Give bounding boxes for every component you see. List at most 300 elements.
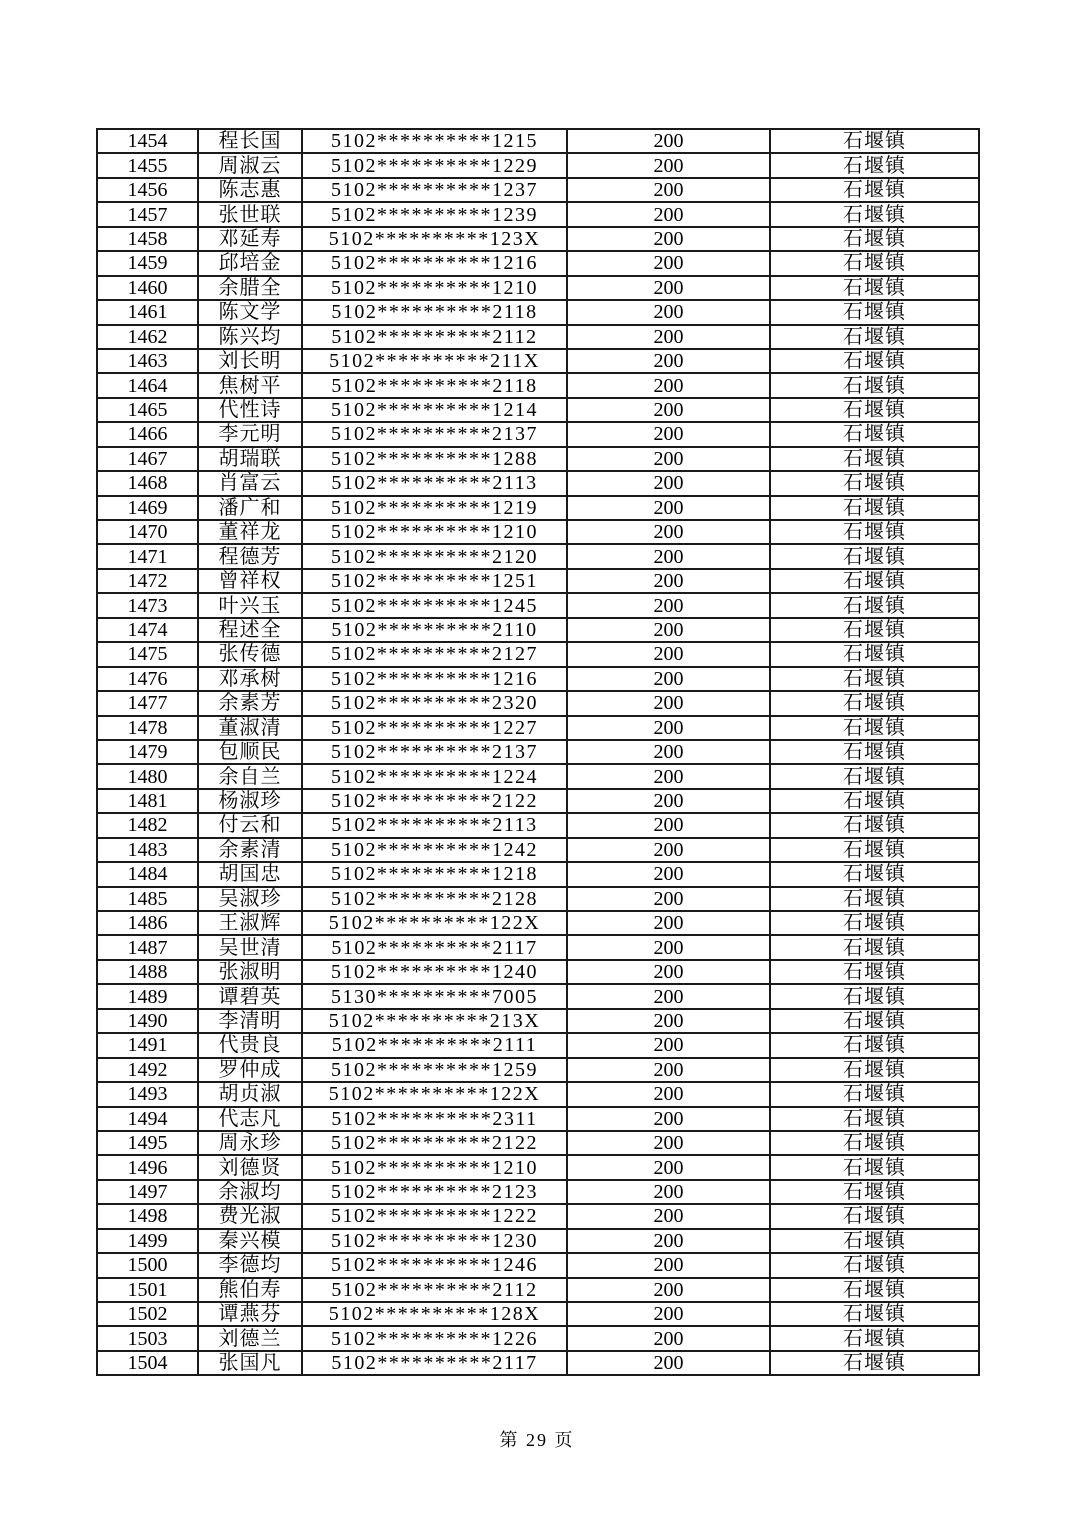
table-cell-amount: 200 [567,1229,770,1253]
table-cell-serial: 1483 [97,838,198,862]
table-cell-town: 石堰镇 [770,349,979,373]
table-cell-amount: 200 [567,520,770,544]
table-cell-idnumber: 5102**********2117 [302,935,567,959]
table-cell-town: 石堰镇 [770,422,979,446]
table-cell-serial: 1504 [97,1351,198,1375]
table-cell-amount: 200 [567,325,770,349]
table-row [97,887,979,911]
table-cell-name: 程长国 [198,129,302,153]
table-cell-idnumber: 5102**********1215 [302,129,567,153]
table-cell-idnumber: 5102**********2113 [302,471,567,495]
table-cell-town: 石堰镇 [770,1253,979,1277]
table-cell-town: 石堰镇 [770,887,979,911]
table-cell-amount: 200 [567,887,770,911]
table-row [97,202,979,226]
table-cell-name: 张淑明 [198,960,302,984]
table-cell-serial: 1464 [97,373,198,397]
table-cell-idnumber: 5102**********2118 [302,373,567,397]
table-cell-town: 石堰镇 [770,1278,979,1302]
table-cell-amount: 200 [567,618,770,642]
table-cell-name: 张传德 [198,642,302,666]
table-cell-name: 王淑辉 [198,911,302,935]
table-cell-town: 石堰镇 [770,1033,979,1057]
table-cell-town: 石堰镇 [770,471,979,495]
table-cell-serial: 1472 [97,569,198,593]
table-cell-idnumber: 5102**********1239 [302,202,567,226]
table-cell-amount: 200 [567,227,770,251]
table-cell-name: 代性诗 [198,398,302,422]
table-cell-name: 程述全 [198,618,302,642]
table-row [97,1229,979,1253]
table-cell-amount: 200 [567,1107,770,1131]
table-cell-amount: 200 [567,251,770,275]
table-cell-amount: 200 [567,398,770,422]
table-cell-town: 石堰镇 [770,1351,979,1375]
table-row [97,178,979,202]
table-cell-name: 张世联 [198,202,302,226]
table-cell-town: 石堰镇 [770,716,979,740]
table-cell-serial: 1498 [97,1204,198,1228]
table-cell-idnumber: 5102**********1226 [302,1326,567,1350]
table-cell-name: 董淑清 [198,716,302,740]
table-row [97,1033,979,1057]
table-cell-town: 石堰镇 [770,1229,979,1253]
table-cell-amount: 200 [567,1082,770,1106]
table-row [97,1082,979,1106]
table-cell-name: 周永珍 [198,1131,302,1155]
table-row [97,1107,979,1131]
table-cell-idnumber: 5102**********1245 [302,593,567,617]
table-cell-serial: 1477 [97,691,198,715]
table-cell-amount: 200 [567,202,770,226]
table-cell-town: 石堰镇 [770,935,979,959]
table-cell-name: 董祥龙 [198,520,302,544]
table-cell-serial: 1478 [97,716,198,740]
table-cell-serial: 1465 [97,398,198,422]
table-cell-serial: 1456 [97,178,198,202]
table-cell-name: 余素清 [198,838,302,862]
table-cell-amount: 200 [567,935,770,959]
table-cell-idnumber: 5102**********2128 [302,887,567,911]
table-cell-serial: 1482 [97,813,198,837]
table-row [97,300,979,324]
table-cell-idnumber: 5102**********2320 [302,691,567,715]
table-row [97,1278,979,1302]
table-cell-idnumber: 5102**********211X [302,349,567,373]
table-cell-amount: 200 [567,276,770,300]
table-row [97,349,979,373]
table-cell-name: 胡瑞联 [198,447,302,471]
table-cell-idnumber: 5102**********128X [302,1302,567,1326]
table-cell-amount: 200 [567,593,770,617]
table-cell-amount: 200 [567,862,770,886]
table-cell-name: 程德芳 [198,544,302,568]
table-cell-town: 石堰镇 [770,373,979,397]
table-cell-idnumber: 5102**********122X [302,1082,567,1106]
table-cell-amount: 200 [567,642,770,666]
table-cell-town: 石堰镇 [770,740,979,764]
table-row [97,1058,979,1082]
table-cell-name: 陈文学 [198,300,302,324]
table-cell-name: 谭燕芬 [198,1302,302,1326]
table-cell-idnumber: 5102**********1222 [302,1204,567,1228]
roster-table [96,128,980,1376]
table-cell-amount: 200 [567,1204,770,1228]
table-cell-town: 石堰镇 [770,593,979,617]
table-cell-town: 石堰镇 [770,1082,979,1106]
table-cell-town: 石堰镇 [770,1131,979,1155]
table-row [97,422,979,446]
table-cell-name: 张国凡 [198,1351,302,1375]
table-cell-name: 邓延寿 [198,227,302,251]
table-cell-idnumber: 5102**********2122 [302,789,567,813]
table-cell-serial: 1479 [97,740,198,764]
table-cell-serial: 1461 [97,300,198,324]
table-cell-idnumber: 5102**********122X [302,911,567,935]
table-row [97,789,979,813]
table-cell-serial: 1470 [97,520,198,544]
table-row [97,618,979,642]
table-cell-name: 李清明 [198,1009,302,1033]
table-cell-serial: 1488 [97,960,198,984]
table-cell-name: 陈兴均 [198,325,302,349]
table-cell-serial: 1487 [97,935,198,959]
table-cell-serial: 1496 [97,1155,198,1179]
table-cell-town: 石堰镇 [770,227,979,251]
table-cell-idnumber: 5130**********7005 [302,984,567,1008]
table-cell-town: 石堰镇 [770,1204,979,1228]
table-cell-town: 石堰镇 [770,129,979,153]
table-cell-amount: 200 [567,667,770,691]
table-cell-name: 余自兰 [198,764,302,788]
table-cell-idnumber: 5102**********2122 [302,1131,567,1155]
table-cell-serial: 1468 [97,471,198,495]
table-row [97,373,979,397]
table-cell-idnumber: 5102**********1227 [302,716,567,740]
table-row [97,984,979,1008]
table-row [97,1131,979,1155]
table-cell-town: 石堰镇 [770,1058,979,1082]
table-cell-amount: 200 [567,447,770,471]
table-cell-name: 包顺民 [198,740,302,764]
table-cell-name: 李德均 [198,1253,302,1277]
table-cell-serial: 1493 [97,1082,198,1106]
table-cell-amount: 200 [567,838,770,862]
table-cell-serial: 1473 [97,593,198,617]
table-cell-name: 谭碧英 [198,984,302,1008]
table-row [97,960,979,984]
table-cell-town: 石堰镇 [770,1155,979,1179]
table-cell-name: 付云和 [198,813,302,837]
table-cell-amount: 200 [567,373,770,397]
table-cell-serial: 1458 [97,227,198,251]
table-cell-amount: 200 [567,691,770,715]
table-cell-serial: 1490 [97,1009,198,1033]
table-cell-idnumber: 5102**********1237 [302,178,567,202]
table-cell-serial: 1459 [97,251,198,275]
table-cell-town: 石堰镇 [770,984,979,1008]
table-cell-amount: 200 [567,349,770,373]
table-row [97,862,979,886]
table-cell-amount: 200 [567,716,770,740]
table-cell-idnumber: 5102**********1216 [302,251,567,275]
table-cell-idnumber: 5102**********1216 [302,667,567,691]
table-cell-amount: 200 [567,178,770,202]
table-row [97,398,979,422]
table-cell-name: 叶兴玉 [198,593,302,617]
table-row [97,838,979,862]
table-cell-name: 焦树平 [198,373,302,397]
table-cell-town: 石堰镇 [770,520,979,544]
table-row [97,471,979,495]
table-cell-amount: 200 [567,1033,770,1057]
table-cell-idnumber: 5102**********2112 [302,1278,567,1302]
table-cell-name: 胡贞淑 [198,1082,302,1106]
table-cell-name: 周淑云 [198,153,302,177]
table-row [97,1302,979,1326]
table-cell-town: 石堰镇 [770,960,979,984]
table-cell-town: 石堰镇 [770,251,979,275]
table-cell-amount: 200 [567,1155,770,1179]
table-cell-serial: 1495 [97,1131,198,1155]
table-cell-idnumber: 5102**********1259 [302,1058,567,1082]
table-cell-amount: 200 [567,569,770,593]
table-cell-idnumber: 5102**********1240 [302,960,567,984]
table-row [97,716,979,740]
table-cell-town: 石堰镇 [770,789,979,813]
table-cell-serial: 1481 [97,789,198,813]
table-cell-amount: 200 [567,960,770,984]
table-cell-amount: 200 [567,813,770,837]
table-cell-name: 杨淑珍 [198,789,302,813]
table-row [97,569,979,593]
table-cell-name: 代志凡 [198,1107,302,1131]
table-row [97,1155,979,1179]
table-cell-idnumber: 5102**********2311 [302,1107,567,1131]
table-row [97,911,979,935]
table-cell-idnumber: 5102**********1210 [302,276,567,300]
table-row [97,129,979,153]
table-cell-name: 陈志惠 [198,178,302,202]
table-cell-amount: 200 [567,789,770,813]
table-cell-town: 石堰镇 [770,813,979,837]
table-row [97,691,979,715]
table-cell-idnumber: 5102**********2118 [302,300,567,324]
table-row [97,520,979,544]
table-cell-name: 胡国忠 [198,862,302,886]
table-cell-serial: 1489 [97,984,198,1008]
table-cell-idnumber: 5102**********1242 [302,838,567,862]
table-cell-serial: 1480 [97,764,198,788]
table-cell-town: 石堰镇 [770,544,979,568]
table-cell-town: 石堰镇 [770,447,979,471]
table-cell-town: 石堰镇 [770,691,979,715]
table-cell-idnumber: 5102**********1224 [302,764,567,788]
table-cell-serial: 1476 [97,667,198,691]
table-cell-serial: 1474 [97,618,198,642]
table-row [97,813,979,837]
table-cell-serial: 1469 [97,496,198,520]
table-cell-name: 余素芳 [198,691,302,715]
table-cell-amount: 200 [567,496,770,520]
table-cell-idnumber: 5102**********2111 [302,1033,567,1057]
table-cell-serial: 1460 [97,276,198,300]
table-cell-serial: 1457 [97,202,198,226]
table-cell-idnumber: 5102**********2110 [302,618,567,642]
table-cell-town: 石堰镇 [770,569,979,593]
table-cell-amount: 200 [567,1253,770,1277]
table-cell-serial: 1486 [97,911,198,935]
table-cell-idnumber: 5102**********1219 [302,496,567,520]
table-row [97,935,979,959]
table-cell-town: 石堰镇 [770,1302,979,1326]
table-cell-town: 石堰镇 [770,618,979,642]
table-cell-name: 刘德兰 [198,1326,302,1350]
table-cell-name: 秦兴模 [198,1229,302,1253]
table-cell-name: 费光淑 [198,1204,302,1228]
table-cell-amount: 200 [567,300,770,324]
table-row [97,496,979,520]
table-cell-amount: 200 [567,1351,770,1375]
table-cell-serial: 1454 [97,129,198,153]
table-row [97,153,979,177]
table-cell-amount: 200 [567,1278,770,1302]
table-cell-amount: 200 [567,740,770,764]
table-cell-serial: 1484 [97,862,198,886]
table-cell-idnumber: 5102**********1218 [302,862,567,886]
table-cell-name: 刘德贤 [198,1155,302,1179]
table-cell-amount: 200 [567,1180,770,1204]
table-row [97,667,979,691]
table-row [97,544,979,568]
table-cell-town: 石堰镇 [770,398,979,422]
table-cell-idnumber: 5102**********2120 [302,544,567,568]
table-cell-amount: 200 [567,544,770,568]
table-cell-amount: 200 [567,764,770,788]
table-cell-idnumber: 5102**********1251 [302,569,567,593]
table-cell-idnumber: 5102**********213X [302,1009,567,1033]
table-cell-serial: 1462 [97,325,198,349]
table-cell-amount: 200 [567,911,770,935]
table-cell-serial: 1497 [97,1180,198,1204]
table-cell-name: 李元明 [198,422,302,446]
table-cell-serial: 1485 [97,887,198,911]
table-row [97,1204,979,1228]
table-cell-serial: 1503 [97,1326,198,1350]
table-cell-serial: 1491 [97,1033,198,1057]
table-row [97,1253,979,1277]
table-row [97,276,979,300]
table-row [97,1009,979,1033]
table-cell-name: 余腊全 [198,276,302,300]
table-cell-idnumber: 5102**********1230 [302,1229,567,1253]
table-cell-town: 石堰镇 [770,1326,979,1350]
table-cell-amount: 200 [567,422,770,446]
table-cell-name: 吴淑珍 [198,887,302,911]
table-cell-name: 熊伯寿 [198,1278,302,1302]
table-row [97,642,979,666]
table-row [97,227,979,251]
table-cell-serial: 1463 [97,349,198,373]
table-cell-town: 石堰镇 [770,202,979,226]
table-cell-town: 石堰镇 [770,300,979,324]
table-cell-name: 肖富云 [198,471,302,495]
table-cell-name: 余淑均 [198,1180,302,1204]
table-row [97,1180,979,1204]
table-cell-name: 曾祥权 [198,569,302,593]
table-cell-idnumber: 5102**********2112 [302,325,567,349]
table-cell-name: 刘长明 [198,349,302,373]
table-cell-town: 石堰镇 [770,1180,979,1204]
table-cell-amount: 200 [567,1058,770,1082]
table-cell-name: 邱培金 [198,251,302,275]
page-number-footer: 第 29 页 [499,1430,575,1450]
table-cell-idnumber: 5102**********1246 [302,1253,567,1277]
table-cell-serial: 1494 [97,1107,198,1131]
table-cell-serial: 1502 [97,1302,198,1326]
table-cell-serial: 1471 [97,544,198,568]
table-cell-idnumber: 5102**********1214 [302,398,567,422]
table-cell-serial: 1500 [97,1253,198,1277]
table-row [97,1326,979,1350]
table-cell-town: 石堰镇 [770,862,979,886]
table-cell-town: 石堰镇 [770,153,979,177]
table-cell-idnumber: 5102**********2127 [302,642,567,666]
table-cell-name: 潘广和 [198,496,302,520]
table-cell-idnumber: 5102**********2123 [302,1180,567,1204]
table-cell-serial: 1501 [97,1278,198,1302]
table-row [97,593,979,617]
table-cell-amount: 200 [567,1302,770,1326]
table-cell-name: 罗仲成 [198,1058,302,1082]
table-cell-idnumber: 5102**********2137 [302,740,567,764]
table-cell-amount: 200 [567,129,770,153]
table-cell-town: 石堰镇 [770,325,979,349]
table-row [97,764,979,788]
table-cell-serial: 1492 [97,1058,198,1082]
table-cell-town: 石堰镇 [770,911,979,935]
table-row [97,1351,979,1375]
table-cell-town: 石堰镇 [770,764,979,788]
table-cell-amount: 200 [567,1131,770,1155]
table-cell-idnumber: 5102**********2113 [302,813,567,837]
table-cell-serial: 1499 [97,1229,198,1253]
table-cell-name: 代贵良 [198,1033,302,1057]
table-row [97,325,979,349]
table-cell-idnumber: 5102**********2117 [302,1351,567,1375]
table-cell-town: 石堰镇 [770,178,979,202]
table-cell-town: 石堰镇 [770,276,979,300]
table-cell-name: 邓承树 [198,667,302,691]
table-cell-amount: 200 [567,984,770,1008]
table-cell-name: 吴世清 [198,935,302,959]
table-cell-amount: 200 [567,153,770,177]
table-row [97,740,979,764]
table-cell-serial: 1467 [97,447,198,471]
table-cell-town: 石堰镇 [770,496,979,520]
table-cell-town: 石堰镇 [770,1107,979,1131]
table-cell-serial: 1475 [97,642,198,666]
table-cell-idnumber: 5102**********1288 [302,447,567,471]
table-cell-idnumber: 5102**********2137 [302,422,567,446]
table-cell-town: 石堰镇 [770,838,979,862]
table-row [97,447,979,471]
table-cell-town: 石堰镇 [770,642,979,666]
table-cell-serial: 1466 [97,422,198,446]
table-cell-idnumber: 5102**********1229 [302,153,567,177]
table-cell-idnumber: 5102**********1210 [302,520,567,544]
table-cell-town: 石堰镇 [770,1009,979,1033]
